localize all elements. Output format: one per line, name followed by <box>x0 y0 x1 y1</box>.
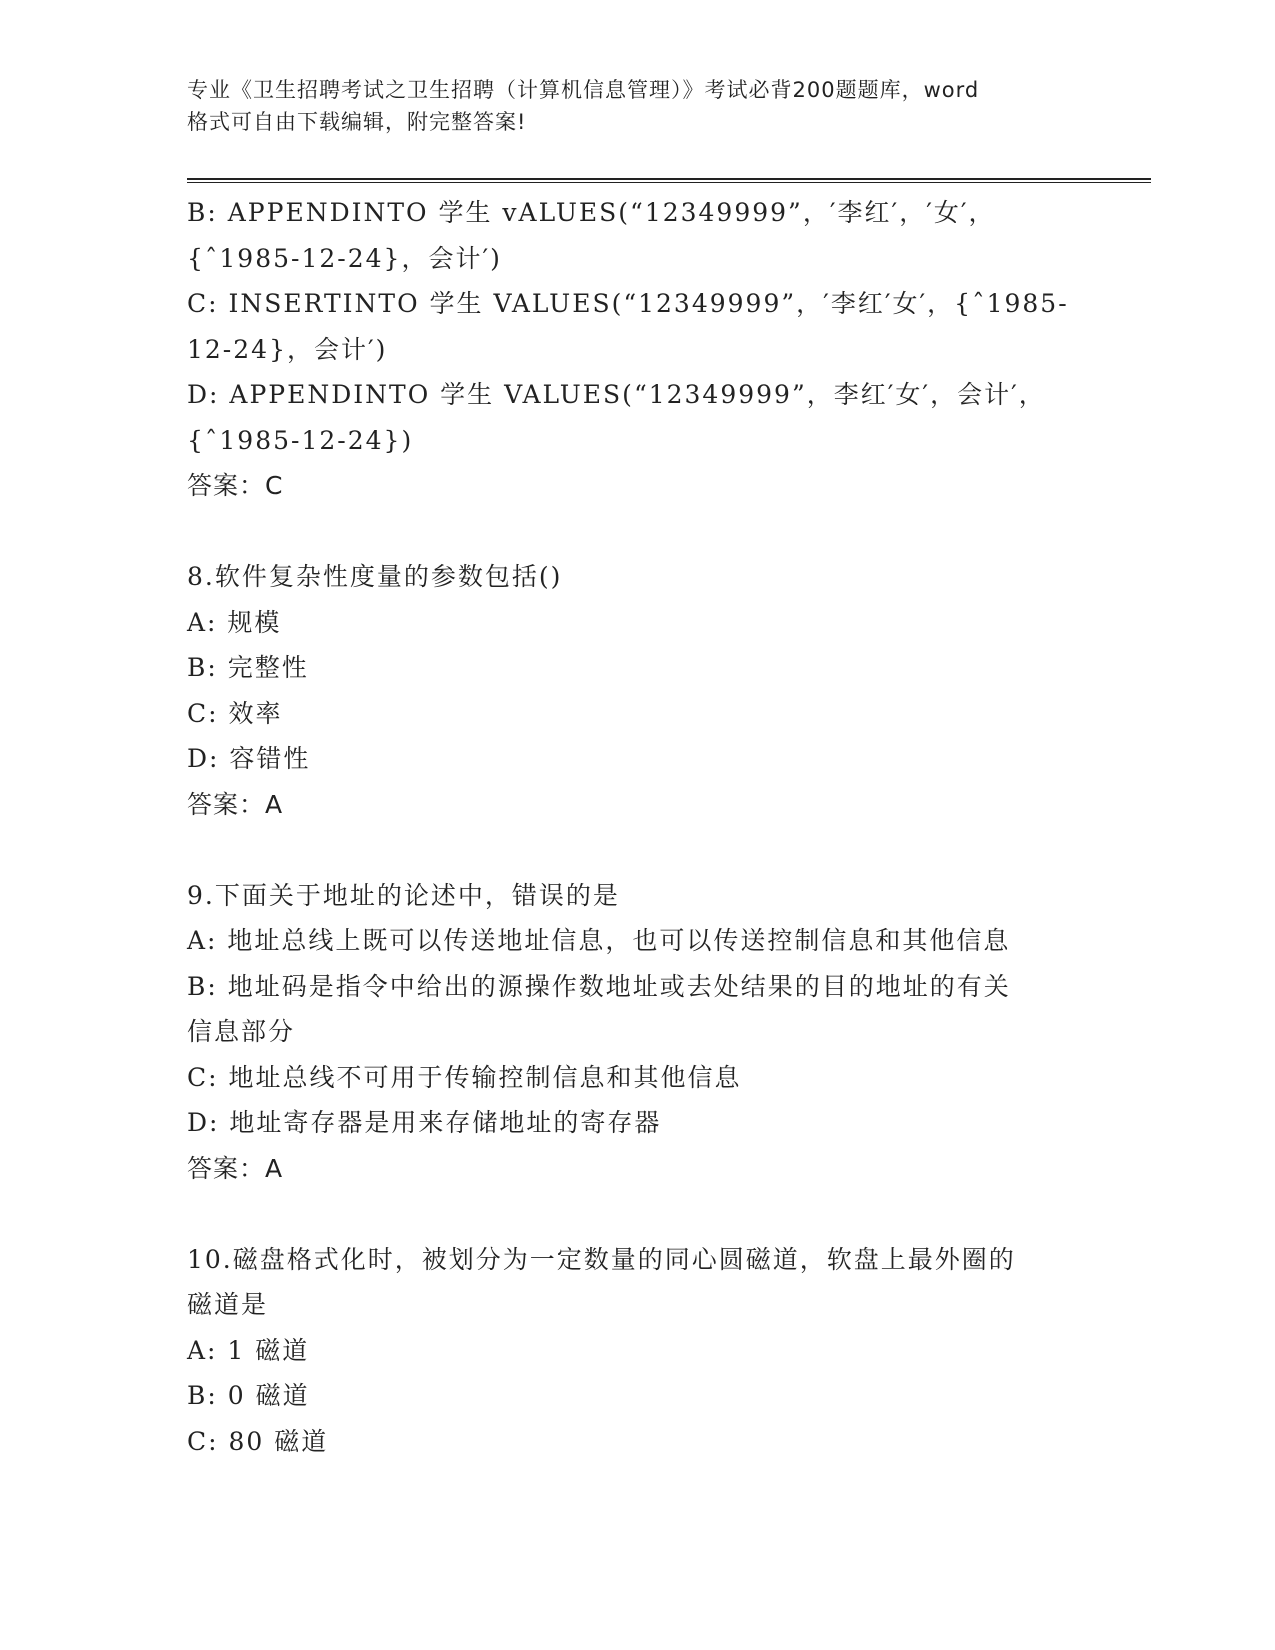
option-b-line-2: {ˆ1985-12-24}，会计′) <box>187 243 502 273</box>
option-a: A: 规模 <box>187 607 282 637</box>
option-d-line-2: {ˆ1985-12-24}) <box>187 425 414 455</box>
option-d: D: 地址寄存器是用来存储地址的寄存器 <box>187 1108 662 1137</box>
option-b-line-1: B: 地址码是指令中给出的源操作数地址或去处结果的目的地址的有关 <box>187 971 1011 1001</box>
header-title-line-2: 格式可自由下载编辑，附完整答案! <box>187 110 527 134</box>
header-title-line-1: 专业《卫生招聘考试之卫生招聘（计算机信息管理）》考试必背200题题库，word <box>187 78 980 102</box>
answer: 答案：A <box>187 1153 284 1183</box>
option-d-line-1: D: APPENDINTO 学生 VALUES(“12349999”，李红′女′，会计′， <box>187 380 1046 409</box>
option-c: C: 80 磁道 <box>187 1426 329 1456</box>
question-7-continued <box>187 190 1107 509</box>
question-stem-line-1: 10.磁盘格式化时，被划分为一定数量的同心圆磁道，软盘上最外圈的 <box>187 1244 1016 1274</box>
option-b: B: 完整性 <box>187 653 309 682</box>
question-list <box>187 190 1107 1464</box>
answer: 答案：A <box>187 789 284 819</box>
option-a: A: 1 磁道 <box>187 1335 310 1365</box>
answer: 答案：C <box>187 471 284 500</box>
option-c-line-2: 12-24}，会计′) <box>187 334 388 364</box>
question-spacer <box>187 1191 1107 1237</box>
question-spacer <box>187 509 1107 555</box>
option-b-line-2: 信息部分 <box>187 1017 296 1046</box>
option-c: C: 地址总线不可用于传输控制信息和其他信息 <box>187 1062 742 1092</box>
question-stem-line-2: 磁道是 <box>187 1290 269 1319</box>
question-stem: 9.下面关于地址的论述中，错误的是 <box>187 880 620 910</box>
option-d: D: 容错性 <box>187 744 311 773</box>
option-a: A: 地址总线上既可以传送地址信息，也可以传送控制信息和其他信息 <box>187 926 1011 955</box>
option-c-line-1: C: INSERTINTO 学生 VALUES(“12349999”，′李红′女′，{ˆ1985- <box>187 289 1069 318</box>
question-10 <box>187 1237 1107 1465</box>
question-stem: 8.软件复杂性度量的参数包括() <box>187 562 563 591</box>
option-b: B: 0 磁道 <box>187 1381 310 1410</box>
question-spacer <box>187 827 1107 873</box>
option-b-line-1: B: APPENDINTO 学生 vALUES(“12349999”，′李红′，′女′， <box>187 198 996 227</box>
document-header <box>187 74 1087 138</box>
header-divider <box>187 178 1151 183</box>
option-c: C: 效率 <box>187 698 283 728</box>
question-9 <box>187 873 1107 1192</box>
question-8 <box>187 554 1107 827</box>
